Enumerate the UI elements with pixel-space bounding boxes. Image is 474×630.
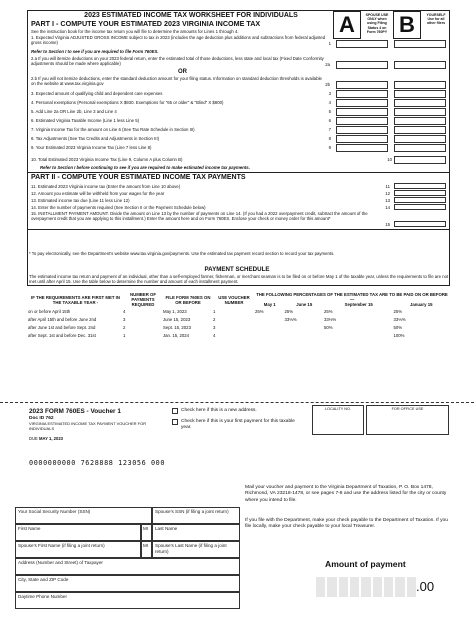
line-2b-label: 2.b If you will not itemize deductions, enter the standard deduction amount for your filing status. Information on standard deduction thresholds is available on the website at www.tax.virginia.gov [31, 76, 322, 87]
schedule-cell-p1: 25% [255, 309, 264, 315]
line-4-col-a[interactable] [336, 99, 388, 107]
line-8-col-b[interactable] [394, 135, 446, 143]
schedule-cell-p4: 100% [393, 333, 405, 339]
worksheet-intro: See the instruction book for the income tax return you will file to determine the amounts for Lines 1 through 4. [31, 29, 239, 34]
header-when: IF THE REQUIREMENTS ARE FIRST MET IN THE TAXABLE YEAR - [31, 294, 120, 305]
line-9-label: 9. Your Estimated 2023 Virginia Income Tax (Line 7 less Line 8) [31, 145, 152, 150]
amount-of-payment-label: Amount of payment [325, 559, 406, 569]
mailing-instructions: Mail your voucher and payment to the Virginia Department of Taxation, P. O. Box 1478, Richmond, VA 23218-1478, or see pages 7-8 and use the address listed for the city or county where you intend to file. [245, 485, 447, 503]
first-payment-label: Check here if this is your first payment for this taxable year. [181, 419, 295, 430]
pct-date: May 1 [263, 302, 276, 308]
line-6-label: 6. Estimated Virginia Taxable Income (Line 1 less Line 5) [31, 118, 140, 123]
due-line: DUE MAY 1, 2023 [29, 436, 63, 441]
line-3-label: 3. Expected amount of qualifying child and dependent care expenses [31, 91, 163, 96]
header-num-payments: NUMBER OF PAYMENTS REQUIRED [129, 292, 157, 308]
line-14-label: 14. Enter the number of payments required (See Section II or the Payment Schedule below) [31, 205, 206, 210]
schedule-cell-num: 1 [123, 333, 126, 339]
schedule-cell-when: after Sept. 1st and before Dec. 31st [28, 333, 96, 339]
line-11-label: 11. Estimated 2023 Virginia income tax (Enter the amount from Line 10 above) [31, 184, 181, 189]
pct-date: September 15 [344, 302, 373, 308]
amount-cents: .00 [416, 579, 435, 594]
amount-of-payment-field[interactable] [316, 577, 442, 597]
line-12-label: 12. Amount you estimate will be withheld from your wages for the year [31, 191, 165, 196]
spouse-last-name-field[interactable]: Spouse's Last Name (if filing a joint return) [152, 541, 240, 558]
refer-section-1-payments: Refer to Section I before continuing to see if you are required to make estimated income tax payments. [40, 165, 250, 170]
line-10-label: 10. Total Estimated 2023 Virginia Income Tax (Line 9, Column A plus Column B) [31, 157, 183, 162]
schedule-cell-voucher: 2 [213, 317, 216, 323]
schedule-cell-p2 [284, 332, 324, 340]
refer-section-1: Refer to Section I to see if you are required to file Form 760ES. [31, 49, 159, 54]
schedule-cell-p4: 33⅓% [393, 317, 406, 323]
line-9-col-b[interactable] [394, 144, 446, 152]
voucher-subtitle: VIRGINIA ESTIMATED INCOME TAX PAYMENT VOUCHER FOR INDIVIDUALS [29, 421, 147, 431]
schedule-cell-num: 2 [123, 325, 126, 331]
schedule-cell-voucher: 4 [213, 333, 216, 339]
line-4-col-b[interactable] [394, 99, 446, 107]
line-8-label: 8. Tax Adjustments (See Tax Credits and Adjustments in Section III) [31, 136, 160, 141]
scanline: 0000000000 7628888 123056 000 [29, 459, 166, 467]
line-5-col-b[interactable] [394, 108, 446, 116]
line-9-col-a[interactable] [336, 144, 388, 152]
schedule-cell-p3 [324, 332, 394, 340]
payment-schedule-table [28, 292, 449, 340]
line-15-amount[interactable] [394, 221, 446, 227]
line-2a-label: 2.a If you will itemize deductions on your 2023 federal return, enter the estimated total of those deductions, less state and local tax (Fixed Date Conformity adjustments should be made where applicable) [31, 56, 324, 67]
line-6-col-b[interactable] [394, 117, 446, 125]
first-name-field[interactable]: First Name [15, 524, 141, 541]
schedule-cell-num: 3 [123, 317, 126, 323]
payment-schedule-title: PAYMENT SCHEDULE [204, 266, 270, 273]
schedule-row [28, 332, 449, 340]
line-2b-col-b[interactable] [394, 81, 446, 89]
line-6-col-a[interactable] [336, 117, 388, 125]
schedule-cell-p2 [284, 324, 324, 332]
schedule-row [28, 308, 449, 316]
line-13-amount[interactable] [394, 197, 446, 203]
schedule-cell-when: after April 15th and before June 2nd [28, 317, 97, 323]
line-11-amount[interactable] [394, 183, 446, 189]
schedule-cell-file: Jan. 15, 2024 [163, 333, 190, 339]
pct-date: June 15 [296, 302, 313, 308]
office-use-box: FOR OFFICE USE [366, 405, 449, 435]
column-a-box: A [333, 11, 361, 39]
schedule-cell-file: June 15, 2023 [163, 317, 191, 323]
line-12-amount[interactable] [394, 190, 446, 196]
schedule-cell-voucher: 3 [213, 325, 216, 331]
spouse-ssn-field[interactable]: Spouse's SSN (if filing a joint return) [152, 507, 240, 524]
line-4-label: 4. Personal exemptions (Personal exemptions X $930. Exemptions for "65 or older" & "Blind" X $800) [31, 100, 224, 105]
locality-number-field[interactable]: LOCALITY NO. [312, 405, 364, 435]
daytime-phone-field[interactable]: Daytime Phone Number [15, 592, 240, 609]
schedule-row [28, 324, 449, 332]
schedule-cell-file: Sept. 15, 2023 [163, 325, 191, 331]
schedule-cell-file: May 1, 2023 [163, 309, 187, 315]
schedule-cell-p1 [255, 324, 284, 332]
line-5-col-a[interactable] [336, 108, 388, 116]
line-5-label: 5. Add Line 2a OR Line 2b, Line 3 and Line 4 [31, 109, 117, 114]
schedule-cell-voucher: 1 [213, 309, 216, 315]
line-2a-col-b[interactable] [394, 61, 446, 69]
part2-title: PART II - COMPUTE YOUR ESTIMATED INCOME TAX PAYMENTS [31, 174, 246, 181]
schedule-row [28, 316, 449, 324]
line-14-amount[interactable] [394, 204, 446, 210]
schedule-cell-when: after June 1st and before Sept. 2nd [28, 325, 96, 331]
line-7-col-a[interactable] [336, 126, 388, 134]
pct-date: January 15 [410, 302, 433, 308]
city-state-zip-field[interactable]: City, State and ZIP Code [15, 575, 240, 592]
schedule-cell-p3: 25% [323, 309, 333, 315]
schedule-cell-p3: 33⅓% [323, 317, 337, 323]
schedule-cell-p1 [255, 332, 284, 340]
line-10-total[interactable] [394, 156, 446, 164]
electronic-payment-note: * To pay electronically, see the Department's website www.tax.virginia.gov/payments. Use the estimated tax payment record section to record your tax payments. [29, 251, 335, 256]
first-payment-checkbox[interactable] [172, 419, 178, 425]
schedule-cell-num: 4 [123, 309, 126, 315]
mi-field[interactable]: MI [141, 524, 152, 541]
schedule-cell-p2: 33⅓% [284, 317, 297, 323]
last-name-field[interactable]: Last Name [152, 524, 240, 541]
worksheet-title: 2023 ESTIMATED INCOME TAX WORKSHEET FOR INDIVIDUALS [84, 12, 298, 19]
address-field[interactable]: Address (Number and Street) of Taxpayer [15, 558, 240, 575]
line-2b-col-a[interactable] [336, 81, 388, 89]
doc-id: Doc ID 762 [29, 416, 54, 421]
column-b-box: B [393, 11, 421, 39]
line-8-col-a[interactable] [336, 135, 388, 143]
line-13-label: 13. Estimated income tax due (Line 11 less Line 12) [31, 198, 130, 203]
schedule-cell-p2: 25% [284, 309, 294, 315]
ssn-field[interactable]: Your Social Security Number (SSN) [15, 507, 152, 524]
schedule-cell-p4: 50% [393, 325, 403, 331]
new-address-checkbox[interactable] [172, 408, 178, 414]
payable-instructions: If you file with the Department, make your check payable to the Department of Taxation. If you file locally, make your check payable to your local Treasurer. [245, 518, 448, 530]
amount-digit-boxes [316, 577, 416, 597]
new-address-label: Check here if this is a new address. [181, 408, 257, 413]
column-b-label: YOURSELF Use for all other filers [426, 13, 446, 26]
schedule-cell-p4: 25% [393, 309, 403, 315]
worksheet-panel: 2023 ESTIMATED INCOME TAX WORKSHEET FOR INDIVIDUALS PART I - COMPUTE YOUR ESTIMATED 2023 VIRGINIA INCOME TAX A SPOUSE USE ONLY when using Filing Status 4 on Form 760PY B YOURSELF Use for all other filers See the instruction book for the income tax return you will file to determine the amounts for Lines 1 through 4. 1. Expected Virginia ADJUSTED GROSS INCOME subject to tax in 2023 (includes the age deduction plus additions and subtractions from federal adjusted gross income) 1 Refer to Section I to see if you are required to file Form 760ES. 2.a If you will itemize deductions on your 2023 federal return, enter the estimated total of those deductions, less state and local tax (Fixed Date Conformity adjustments should be made where applicable) 2a OR 2.b If you will not itemize deductions, enter the standard deduction amount for your filing status. Information on standard deduction thresholds is available on the website at www.tax.virginia.gov 2b 3. Expected amount of qualifying child and dependent care expenses 3 4. Personal exemptions (Personal exemptions X $930. Exemptions for "65 or older" & "Blind" X $800) 4 5. Add Line 2a OR Line 2b, Line 3 and Line 4 5 6. Estimated Virginia Taxable Income (Line 1 less Line 5) 6 7. Virginia Income Tax for the amount on Line 6 (See Tax Rate Schedule in Section III) 7 8. Tax Adjustments (See Tax Credits and Adjustments in Section III) 8 9. Your Estimated 2023 Virginia Income Tax (Line 7 less Line 8) 9 10. Total Estimated 2023 Virginia Income Tax (Line 9, Column A plus Column B) 10 Refer to Section I before continuing to see if you are required to make estimated income tax payments. PART II - COMPUTE YOUR ESTIMATED INCOME TAX PAYMENTS 11. Estimated 2023 Virginia income tax (Enter the amount from Line 10 above) 11 12. Amount you estimate will be withheld from your wages for the year 12 13. Estimated income tax due (Line 11 less Line 12) 13 14. Enter the number of payments required (See Section II or the Payment Schedule below) 14 15. INSTALLMENT PAYMENT AMOUNT. Divide the amount on Line 13 by the number of payments on Line 14. (If you had a 2022 overpayment credit, subtract the amount of the overpayment credit that you are applying to this installment.) Enter the amount here and on Form 760ES. Enclose your check or money order for this amount* 15 [27, 10, 450, 286]
spouse-mi-field[interactable]: MI [141, 541, 152, 558]
voucher-title: 2023 FORM 760ES - Voucher 1 [29, 408, 121, 415]
line-1-col-a[interactable] [336, 40, 388, 48]
schedule-cell-p3: 50% [323, 325, 333, 331]
or-label: OR [178, 69, 187, 75]
line-7-label: 7. Virginia Income Tax for the amount on Line 6 (See Tax Rate Schedule in Section III) [31, 127, 195, 132]
schedule-cell-when: on or before April 15th [28, 309, 71, 315]
line-15-label: 15. INSTALLMENT PAYMENT AMOUNT. Divide the amount on Line 13 by the number of payments on Line 14. (If you had a 2022 overpayment credit, subtract the amount of the overpayment credit that you are applying to this installment.) Enter the amount here and on Form 760ES. Enclose your check or money order for this amount* [31, 211, 368, 222]
line-3-col-b[interactable] [394, 90, 446, 98]
part1-title: PART I - COMPUTE YOUR ESTIMATED 2023 VIRGINIA INCOME TAX [31, 19, 261, 28]
line-7-col-b[interactable] [394, 126, 446, 134]
line-2a-col-a[interactable] [336, 61, 388, 69]
spouse-first-name-field[interactable]: Spouse's First Name (if filing a joint return) [15, 541, 141, 558]
line-3-col-a[interactable] [336, 90, 388, 98]
line-1-col-b[interactable] [394, 40, 446, 48]
header-voucher: USE VOUCHER NUMBER [218, 294, 250, 305]
cut-line [0, 402, 474, 403]
schedule-intro: The estimated income tax return and payment of an individual, other than a self-employed farmer, fisherman, or merchant seaman is to be filed on or before May 1 of the taxable year, unless the requirements to file are not met until after April 15. Use the table below to determine the number and amount of each installment payment. [29, 274, 449, 285]
header-file-by: FILE FORM 760ES ON OR BEFORE [165, 294, 211, 305]
column-a-label: SPOUSE USE ONLY when using Filing Status 4 on Form 760PY [365, 13, 389, 34]
line-1-label: 1. Expected Virginia ADJUSTED GROSS INCOME subject to tax in 2023 (includes the age deduction plus additions and subtractions from federal adjusted gross income) [31, 35, 326, 46]
header-percentages: THE FOLLOWING PERCENTAGES OF THE ESTIMATED TAX ARE TO BE PAID ON OR BEFORE — [256, 292, 448, 303]
schedule-cell-p1 [255, 316, 284, 324]
